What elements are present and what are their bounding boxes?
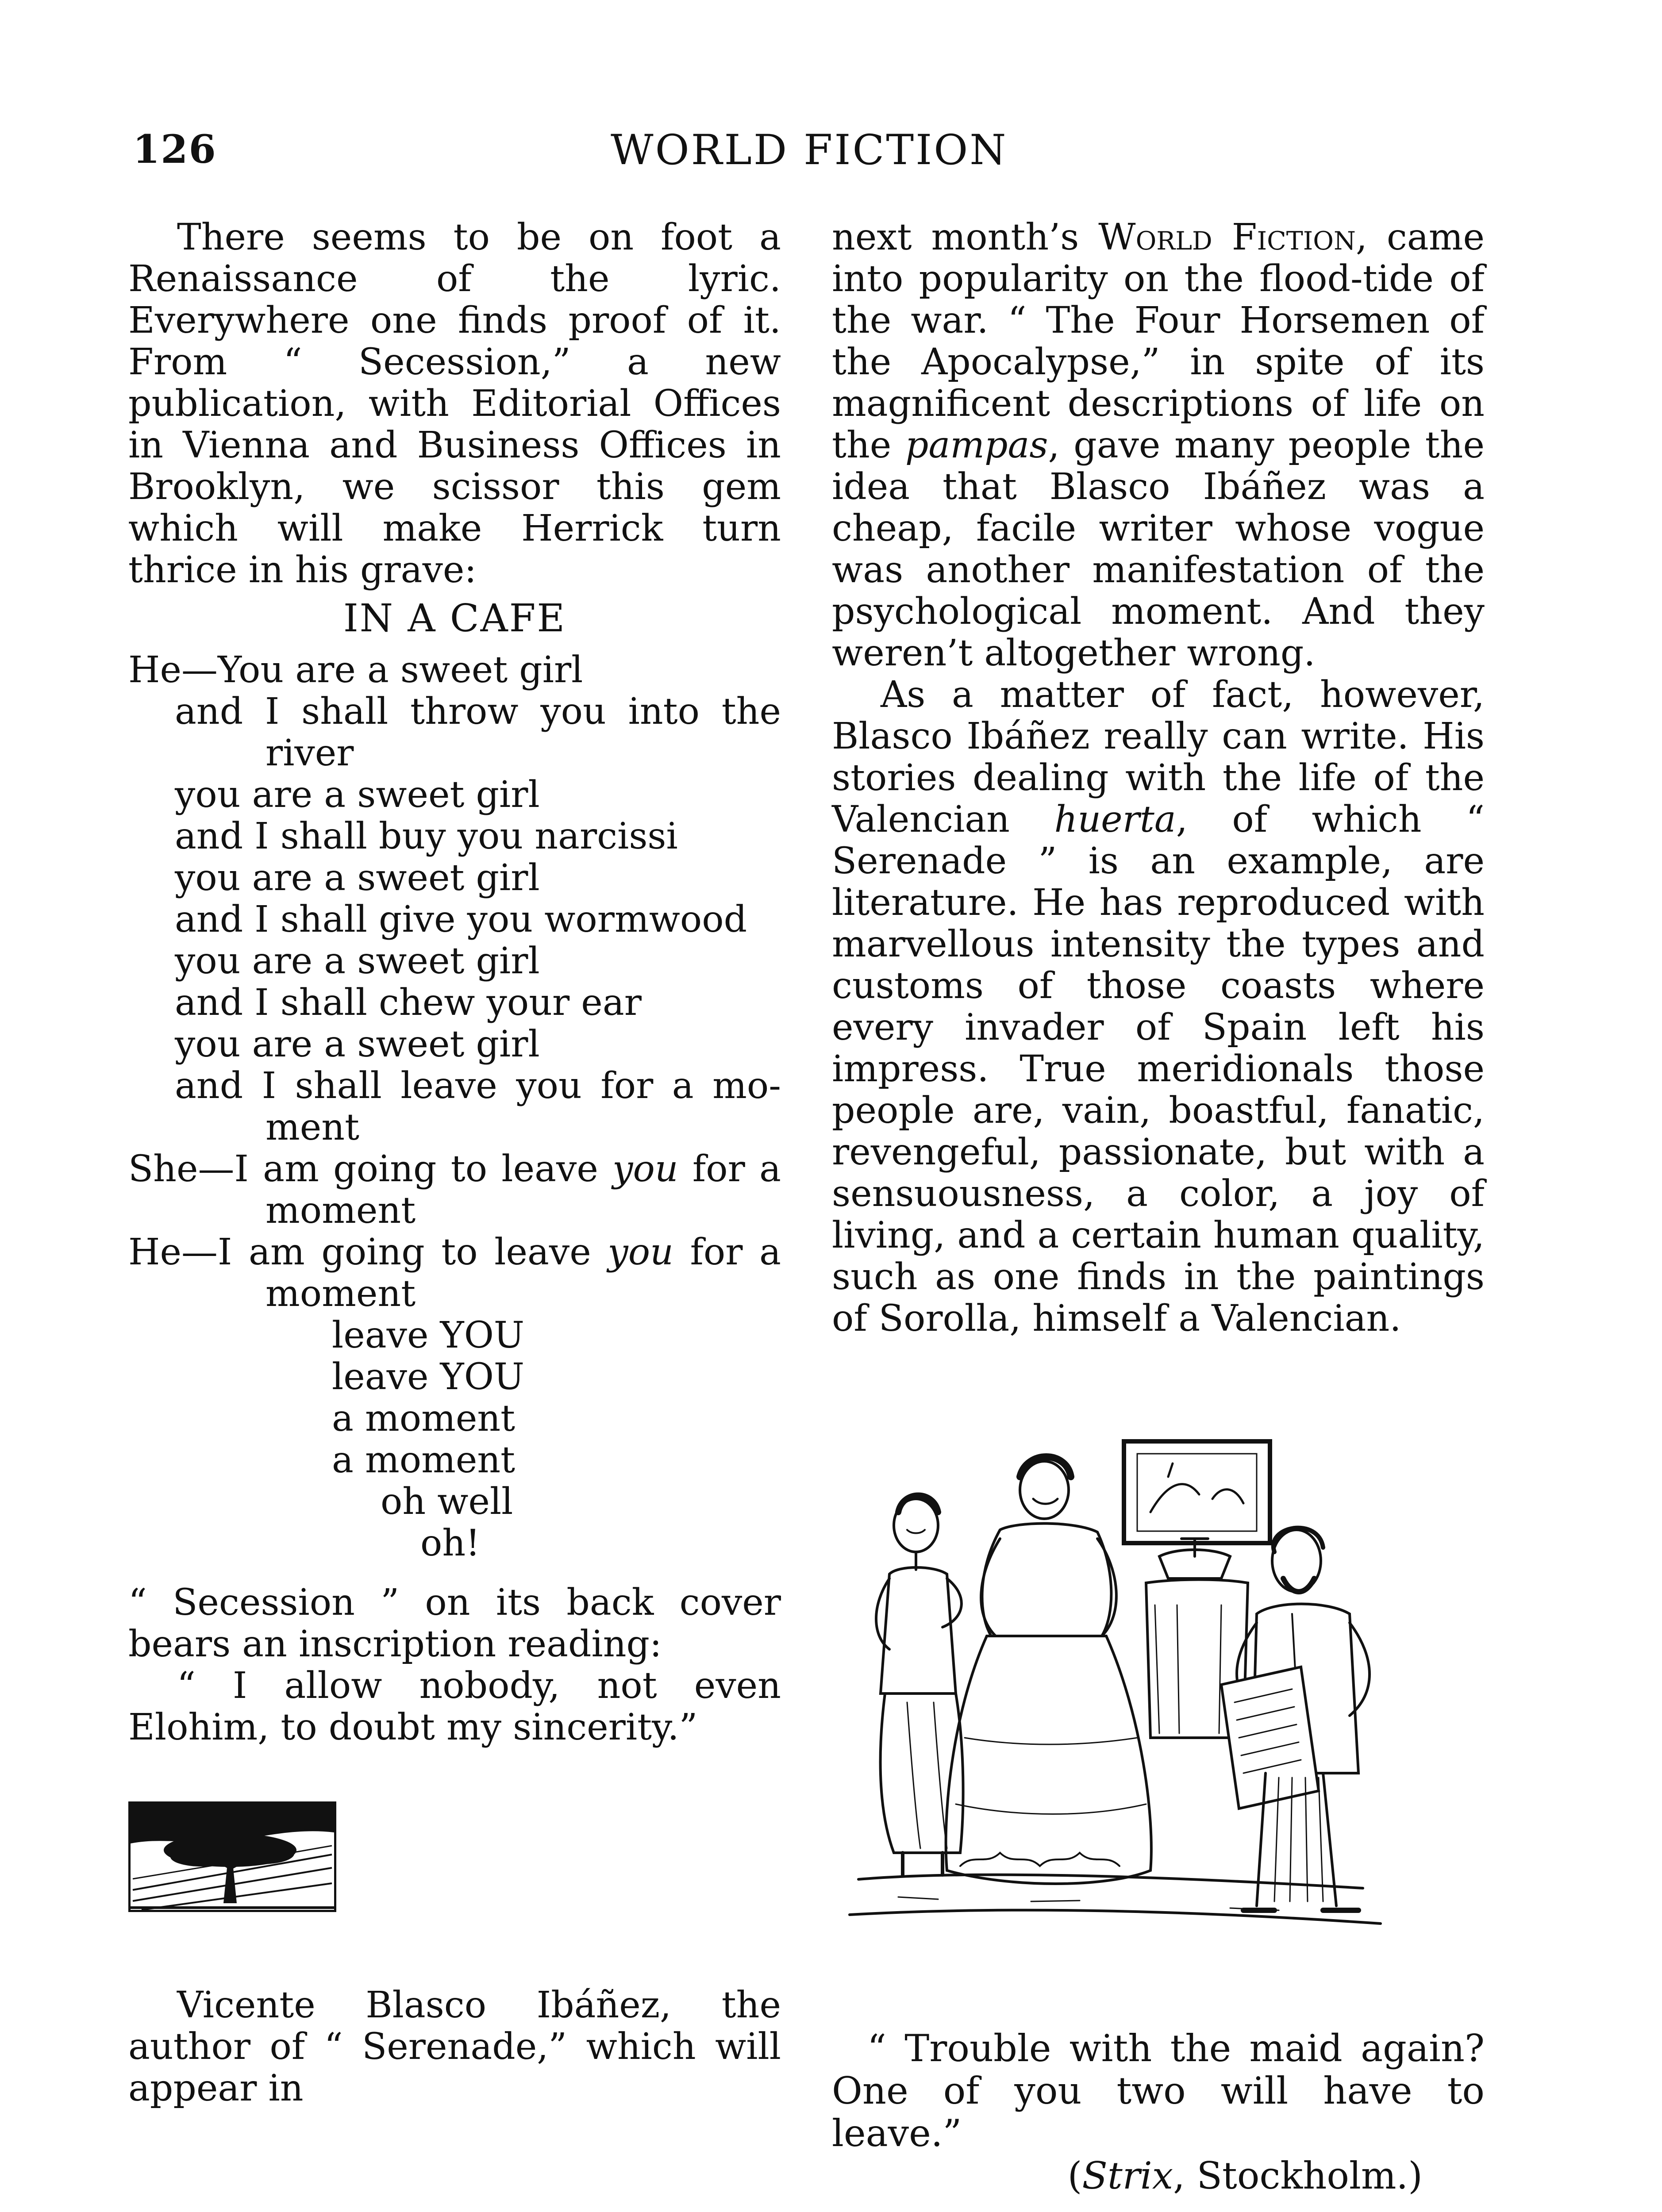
cartoon-illustration: [832, 1428, 1389, 1946]
right-column: [832, 217, 1485, 2197]
poem-line: and I shall throw you into the: [175, 691, 781, 733]
ibanez-intro: Vicente Blasco Ibáñez, the author of “ Serenade,” which will appear in: [128, 1984, 781, 2109]
secession-note: “ Secession ” on its back cover bears an inscription reading:: [128, 1582, 781, 1665]
poem-line: and I shall leave you for a mo-: [175, 1065, 781, 1107]
poem-title: IN A CAFE: [343, 596, 566, 641]
poem-line: ment: [265, 1106, 360, 1148]
poem-line: you are a sweet girl: [175, 774, 540, 816]
left-column: [128, 217, 781, 2109]
poem-line: a moment: [332, 1398, 516, 1440]
poem-line: and I shall chew your ear: [175, 982, 642, 1024]
tree-vignette-illustration: [128, 1801, 336, 1912]
cartoon-caption: “ Trouble with the maid again?: [867, 2027, 1485, 2070]
intro-paragraph: There seems to be on foot a Renaissance of the lyric. Everywhere one finds proof of it. From “ Secession,” a new publication, with Editorial Offices in Vienna and Business Offices in Brooklyn, we scissor this gem which will make Herrick turn thrice in his grave:: [128, 216, 781, 591]
poem-line: moment: [265, 1190, 416, 1232]
poem-line: oh well: [381, 1481, 513, 1523]
poem-line: and I shall give you wormwood: [175, 899, 747, 941]
poem-line: He—You are a sweet girl: [128, 649, 583, 691]
poem-line: oh!: [420, 1522, 481, 1564]
cartoon-caption: One of you two will have to leave.”: [832, 2069, 1485, 2155]
poem-line: you are a sweet girl: [175, 940, 540, 982]
page-number: 126: [133, 126, 217, 172]
poem-line: you are a sweet girl: [175, 1023, 540, 1065]
journal-title: WORLD FICTION: [611, 126, 1008, 174]
poem-line: moment: [265, 1273, 416, 1315]
poem-line: you are a sweet girl: [175, 857, 540, 899]
poem-line: leave YOU: [332, 1356, 525, 1398]
poem: [128, 649, 781, 1564]
poem-line: leave YOU: [332, 1314, 525, 1356]
poem-line: He—I am going to leave you for a: [128, 1231, 781, 1273]
secession-quote: “ I allow nobody, not even Elohim, to doubt my sincerity.”: [128, 1665, 781, 1748]
paragraph-ibanez: As a matter of fact, however, Blasco Ibáñez really can write. His stories dealing with the life of the Valencian huerta, of which “ Serenade ” is an example, are literature. He has reproduced with marvellous intensity the types and customs of those coasts where every invader of Spain left his impress. True meridionals those people are, vain, boastful, fanatic, revengeful, passionate, but with a sensuousness, a color, a joy of living, and a certain human quality, such as one finds in the paintings of Sorolla, himself a Valencian.: [832, 674, 1485, 1340]
poem-line: and I shall buy you narcissi: [175, 815, 678, 857]
poem-line: She—I am going to leave you for a: [128, 1148, 781, 1190]
cartoon-source: (Strix, Stockholm.): [1067, 2154, 1423, 2197]
poem-line: a moment: [332, 1439, 516, 1481]
poem-line: river: [265, 732, 354, 774]
paragraph-continued: next month’s World Fiction, came into popularity on the flood-tide of the war. “ The Four Horsemen of the Apocalypse,” in spite of its magnificent descriptions of life on the pampas, gave many people the idea that Blasco Ibáñez was a cheap, facile writer whose vogue was another manifestation of the psychological moment. And they weren’t altogether wrong.: [832, 216, 1485, 674]
running-header: [0, 126, 1662, 188]
